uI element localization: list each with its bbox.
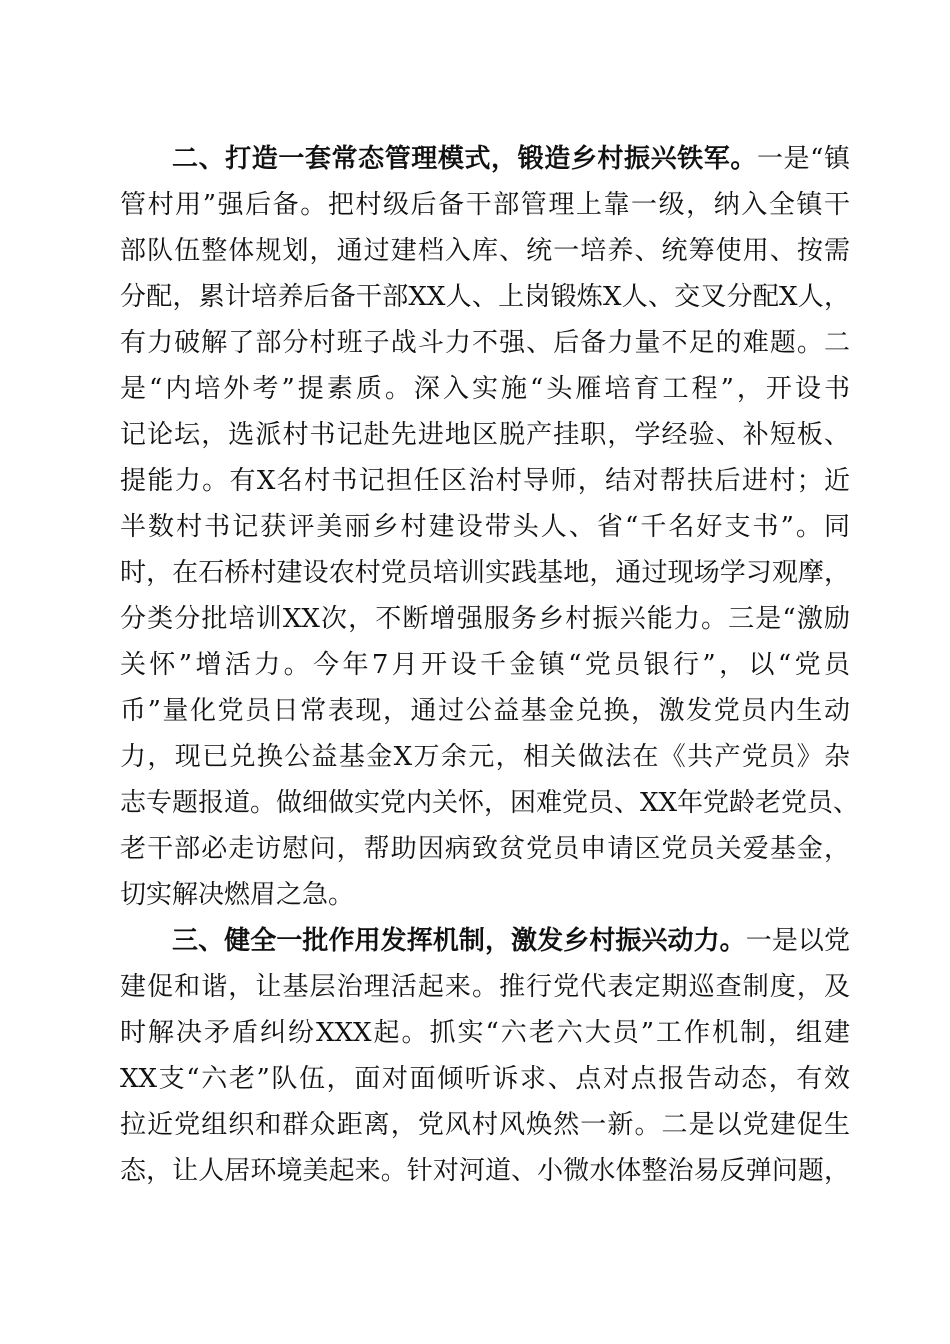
paragraph-text: 一是以党: [745, 926, 850, 956]
paragraph-line: 分类分批培训XX次，不断增强服务乡村振兴能力。三是“激励: [120, 604, 850, 634]
paragraph-heading: 三、健全一批作用发挥机制，激发乡村振兴动力。: [172, 926, 746, 956]
paragraph-line: 提能力。有X名村书记担任区治村导师，结对帮扶后进村；近: [120, 466, 850, 496]
paragraph-line: 半数村书记获评美丽乡村建设带头人、省“千名好支书”。同: [120, 512, 850, 542]
paragraph-line: [120, 136, 850, 182]
paragraph-line: 切实解决燃眉之急。: [120, 880, 355, 910]
paragraph-line: 币”量化党员日常表现，通过公益基金兑换，激发党员内生动: [120, 696, 850, 726]
paragraph-line: 记论坛，选派村书记赴先进地区脱产挂职，学经验、补短板、: [120, 420, 850, 450]
paragraph-line: 时解决矛盾纠纷XXX起。抓实“六老六大员”工作机制，组建: [120, 1018, 850, 1048]
document-body: [120, 136, 860, 1194]
paragraph-line: 有力破解了部分村班子战斗力不强、后备力量不足的难题。二: [120, 328, 850, 358]
paragraph-line: [120, 918, 850, 964]
paragraph-line: 老干部必走访慰问，帮助因病致贫党员申请区党员关爱基金，: [120, 834, 850, 864]
paragraph-line: 部队伍整体规划，通过建档入库、统一培养、统筹使用、按需: [120, 236, 850, 266]
paragraph-3: [120, 918, 850, 1194]
paragraph-line: 拉近党组织和群众距离，党风村风焕然一新。二是以党建促生: [120, 1110, 850, 1140]
paragraph-line: 时，在石桥村建设农村党员培训实践基地，通过现场学习观摩，: [120, 558, 850, 588]
paragraph-line: 建促和谐，让基层治理活起来。推行党代表定期巡查制度，及: [120, 972, 850, 1002]
paragraph-line: 志专题报道。做细做实党内关怀，困难党员、XX年党龄老党员、: [120, 788, 860, 818]
paragraph-line: XX支“六老”队伍，面对面倾听诉求、点对点报告动态，有效: [120, 1064, 850, 1094]
paragraph-line: 力，现已兑换公益基金X万余元，相关做法在《共产党员》杂: [120, 742, 850, 772]
paragraph-line: 关怀”增活力。今年7月开设千金镇“党员银行”，以“党员: [120, 650, 850, 680]
paragraph-2: [120, 136, 860, 918]
paragraph-line: 分配，累计培养后备干部XX人、上岗锻炼X人、交叉分配X人，: [120, 282, 850, 312]
paragraph-line: 管村用”强后备。把村级后备干部管理上靠一级，纳入全镇干: [120, 190, 850, 220]
paragraph-heading: 二、打造一套常态管理模式，锻造乡村振兴铁军。: [172, 144, 757, 174]
paragraph-line: 是“内培外考”提素质。深入实施“头雁培育工程”，开设书: [120, 374, 850, 404]
paragraph-text: 一是“镇: [756, 144, 850, 174]
paragraph-line: 态，让人居环境美起来。针对河道、小微水体整治易反弹问题，: [120, 1156, 850, 1186]
